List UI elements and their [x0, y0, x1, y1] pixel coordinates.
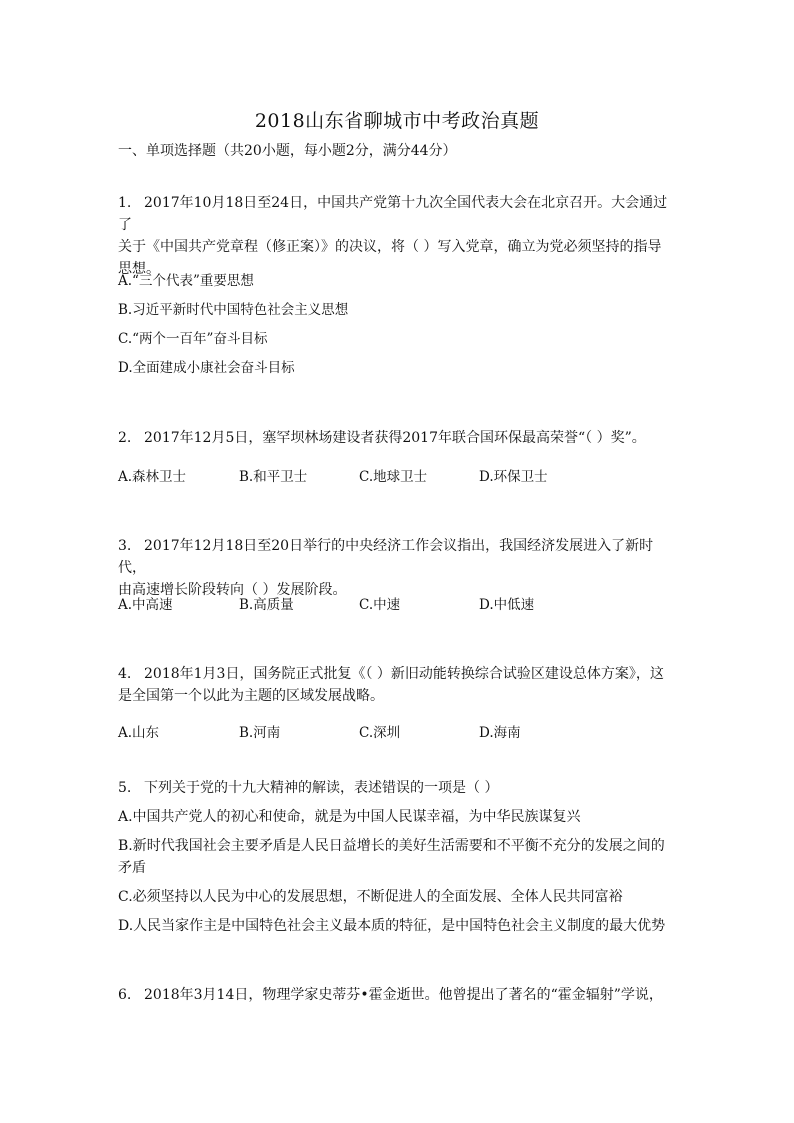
option-b[interactable]: B.习近平新时代中国特色社会主义思想: [118, 302, 349, 318]
option-d[interactable]: D.海南: [479, 725, 521, 741]
page-title: 2018山东省聊城市中考政治真题: [254, 110, 540, 132]
option-b[interactable]: B.高质量: [239, 597, 294, 613]
option-c[interactable]: C.“两个一百年”奋斗目标: [118, 331, 268, 347]
question-5-options: [118, 806, 678, 944]
question-6-line-1: 6. 2018年3月14日，物理学家史蒂芬•霍金逝世。他曾提出了著名的“霍金辐射”学说，: [118, 984, 678, 1006]
option-a[interactable]: A.中高速: [118, 597, 173, 613]
question-3-line-2: 由高速增长阶段转向（ ）发展阶段。: [118, 582, 347, 598]
option-a[interactable]: A.“三个代表”重要思想: [118, 273, 254, 289]
option-a[interactable]: A.山东: [118, 725, 160, 741]
question-4: [118, 663, 678, 707]
question-4-line-1: 4. 2018年1月3日，国务院正式批复《（ ）新旧动能转换综合试验区建设总体方案》，这: [118, 663, 678, 685]
option-d[interactable]: D.中低速: [479, 597, 535, 613]
option-c[interactable]: C.深圳: [359, 725, 401, 741]
option-b[interactable]: B.新时代我国社会主要矛盾是人民日益增长的美好生活需要和不平衡不充分的发展之间的: [118, 838, 665, 854]
question-2: [118, 427, 678, 449]
question-3: [118, 535, 678, 601]
question-1-line-2: 关于《中国共产党章程（修正案）》的决议，将（ ）写入党章，确立为党必须坚持的指导: [118, 239, 662, 255]
question-number: 6.: [118, 987, 132, 1003]
question-number: 4.: [118, 666, 132, 682]
question-2-options: [118, 465, 678, 487]
option-c[interactable]: C.中速: [359, 597, 401, 613]
question-number: 1.: [118, 195, 132, 211]
option-b[interactable]: B.和平卫士: [239, 469, 308, 485]
question-5: [118, 777, 678, 799]
question-2-line-1: 2. 2017年12月5日，塞罕坝林场建设者获得2017年联合国环保最高荣誉“（ ）奖”。: [118, 427, 678, 449]
question-4-line-2: 是全国第一个以此为主题的区域发展战略。: [118, 688, 384, 704]
option-d[interactable]: D.环保卫士: [479, 469, 548, 485]
option-a[interactable]: A.森林卫士: [118, 469, 187, 485]
question-4-options: [118, 721, 678, 743]
question-number: 5.: [118, 780, 132, 796]
question-3-options: [118, 593, 678, 615]
option-b-continued: 矛盾: [118, 860, 146, 876]
question-5-line-1: 5. 下列关于党的十九大精神的解读，表述错误的一项是（ ）: [118, 777, 678, 799]
question-6: [118, 984, 678, 1006]
option-d[interactable]: D.全面建成小康社会奋斗目标: [118, 360, 295, 376]
question-number: 2.: [118, 430, 132, 446]
section-heading: 一、单项选择题（共20小题，每小题2分，满分44分）: [118, 143, 457, 159]
option-a[interactable]: A.中国共产党人的初心和使命，就是为中国人民谋幸福，为中华民族谋复兴: [118, 809, 581, 825]
question-1-options: [118, 270, 678, 386]
option-c[interactable]: C.必须坚持以人民为中心的发展思想，不断促进人的全面发展、全体人民共同富裕: [118, 889, 623, 905]
question-1-line-1: 1. 2017年10月18日至24日，中国共产党第十九次全国代表大会在北京召开。大会通过了: [118, 192, 678, 236]
option-c[interactable]: C.地球卫士: [359, 469, 428, 485]
question-number: 3.: [118, 538, 132, 554]
option-b[interactable]: B.河南: [239, 725, 281, 741]
question-1-line-3: 思想。: [118, 261, 160, 277]
question-1: [118, 192, 678, 280]
option-d[interactable]: D.人民当家作主是中国特色社会主义最本质的特征，是中国特色社会主义制度的最大优势: [118, 918, 666, 934]
question-3-line-1: 3. 2017年12月18日至20日举行的中央经济工作会议指出，我国经济发展进入了新时代，: [118, 535, 678, 579]
